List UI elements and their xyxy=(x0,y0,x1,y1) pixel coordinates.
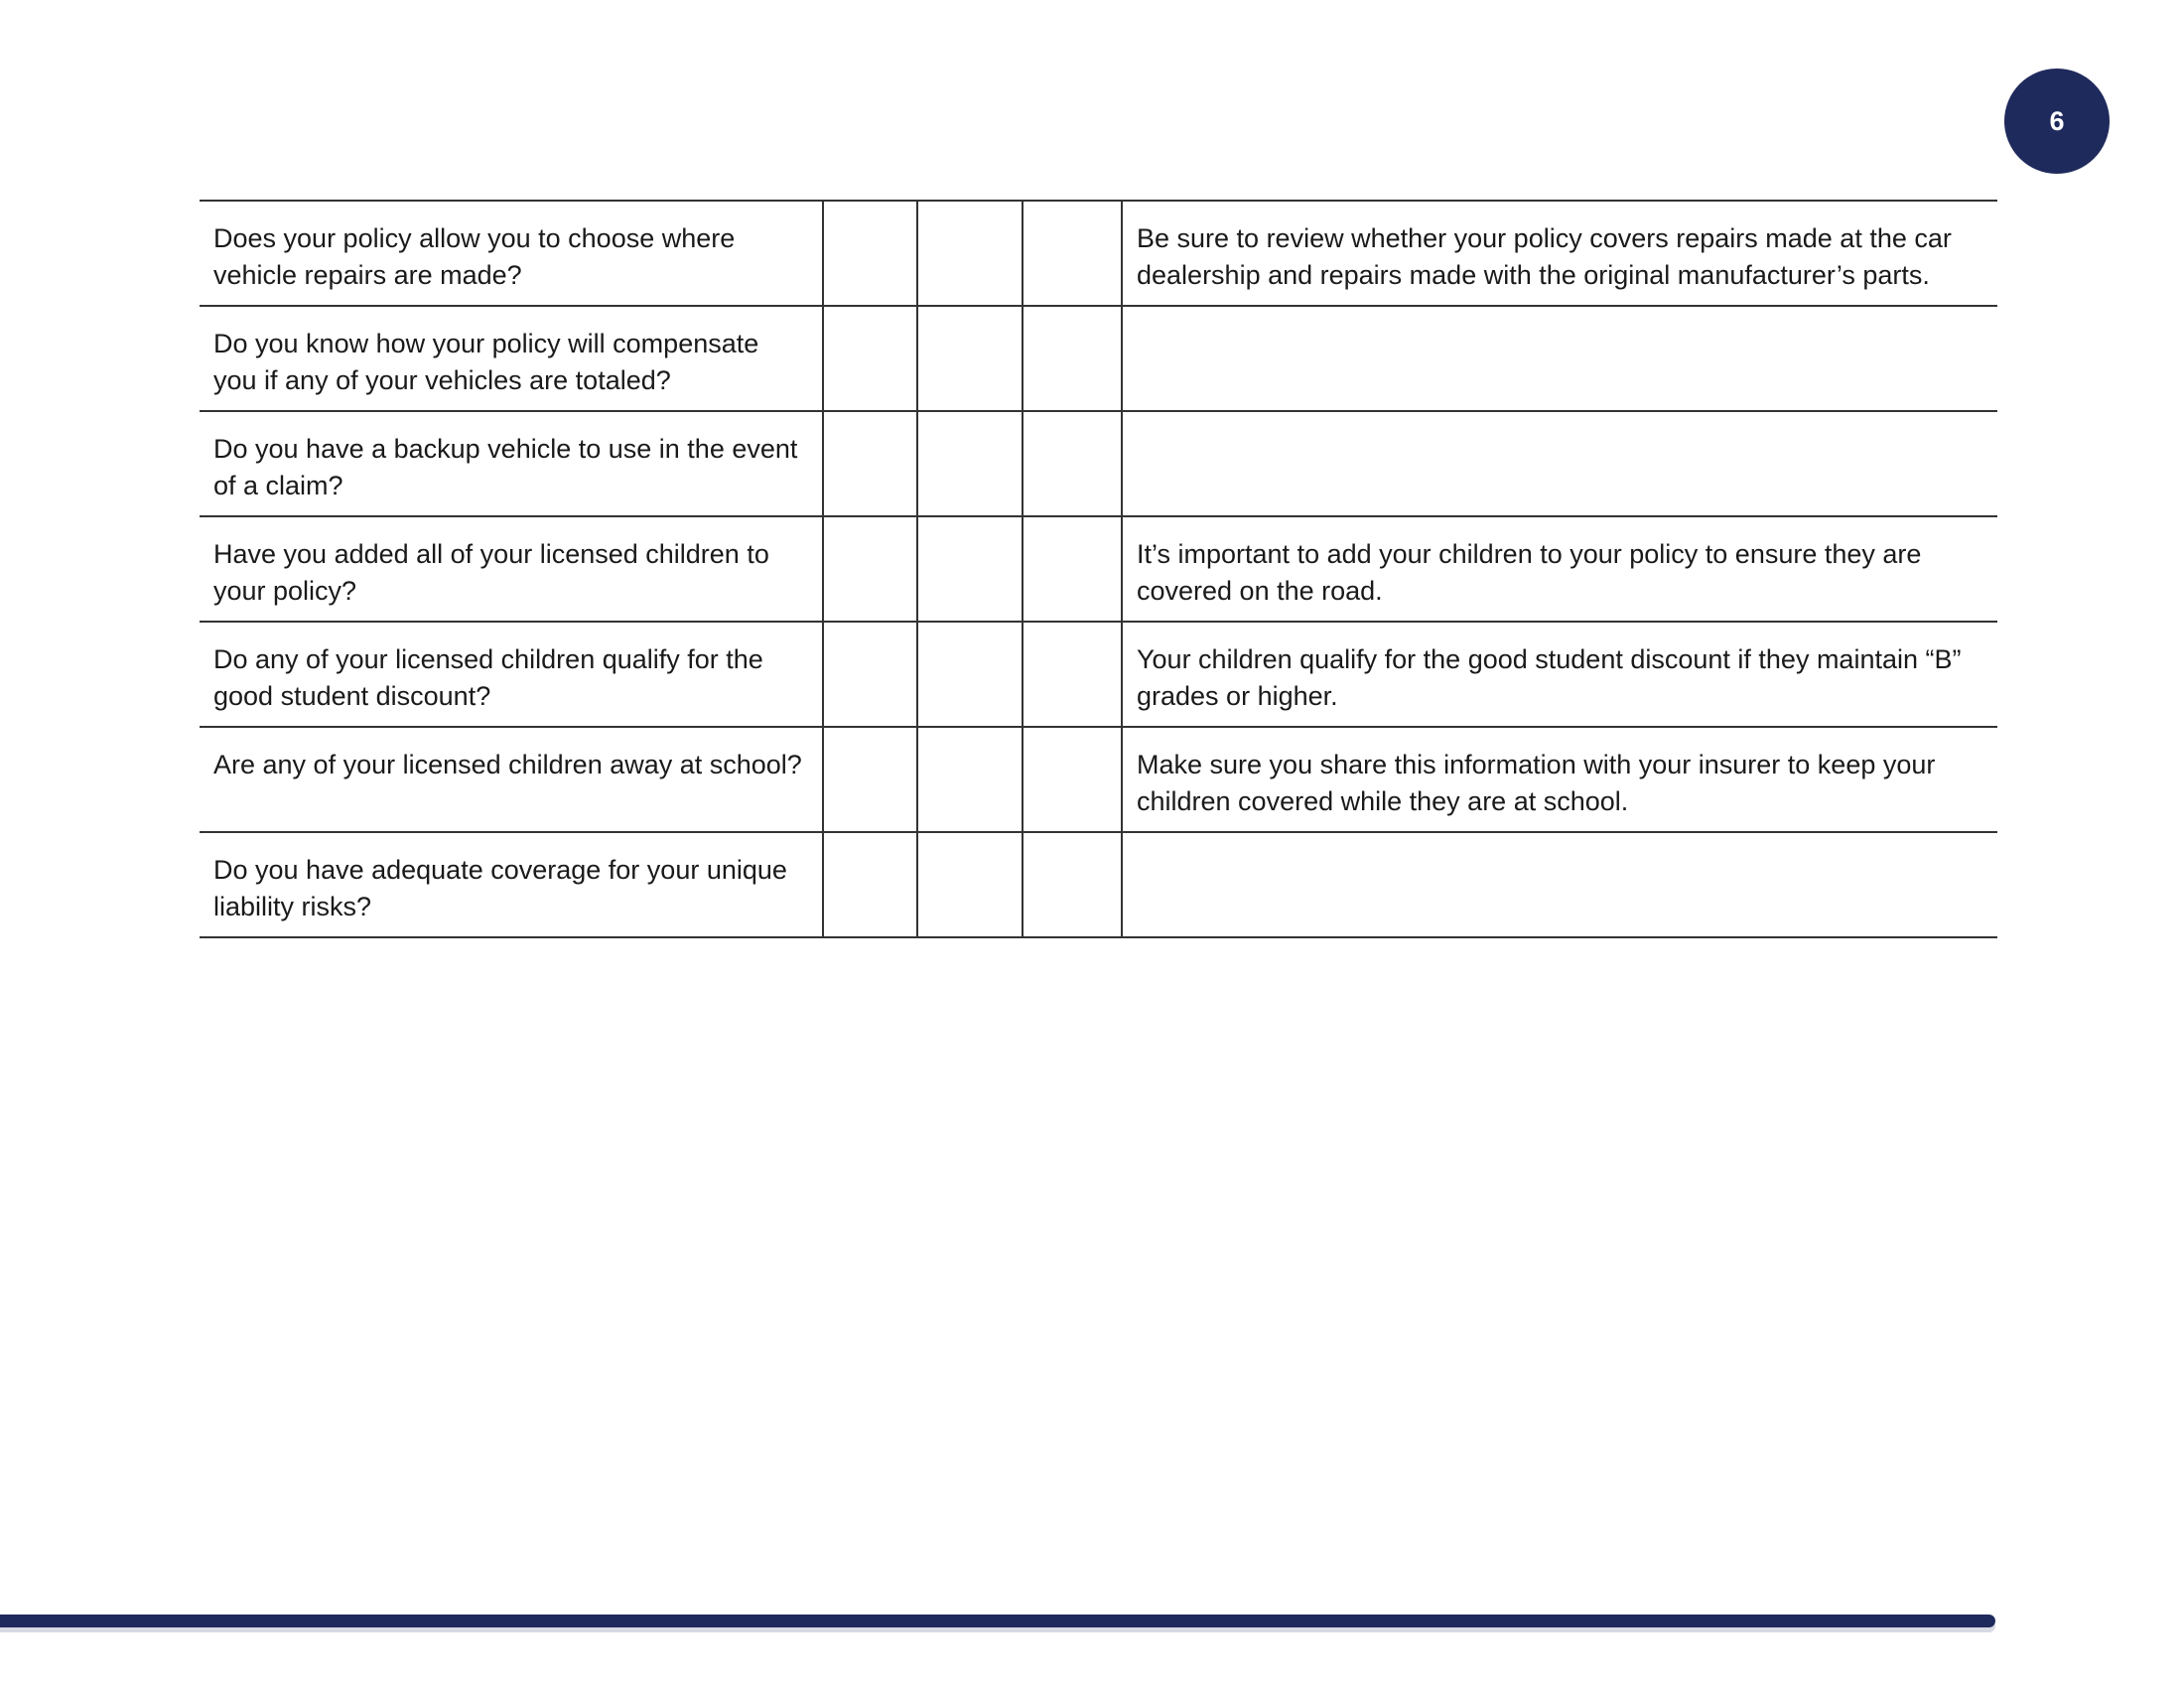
question-cell: Do you have a backup vehicle to use in the event of a claim? xyxy=(200,411,823,516)
question-cell: Do you know how your policy will compensate you if any of your vehicles are totaled? xyxy=(200,306,823,411)
note-cell xyxy=(1122,832,1997,937)
check-cell-1[interactable] xyxy=(823,832,917,937)
table-row xyxy=(200,622,1997,727)
check-cell-2[interactable] xyxy=(917,622,1023,727)
check-cell-3[interactable] xyxy=(1023,516,1122,622)
check-cell-2[interactable] xyxy=(917,832,1023,937)
check-cell-3[interactable] xyxy=(1023,306,1122,411)
note-cell: It’s important to add your children to your policy to ensure they are covered on the road. xyxy=(1122,516,1997,622)
check-cell-1[interactable] xyxy=(823,516,917,622)
check-cell-2[interactable] xyxy=(917,201,1023,306)
table-row xyxy=(200,832,1997,937)
check-cell-2[interactable] xyxy=(917,306,1023,411)
table-row xyxy=(200,306,1997,411)
check-cell-3[interactable] xyxy=(1023,201,1122,306)
note-cell: Your children qualify for the good student discount if they maintain “B” grades or higher. xyxy=(1122,622,1997,727)
note-cell: Be sure to review whether your policy covers repairs made at the car dealership and repairs made with the original manufacturer’s parts. xyxy=(1122,201,1997,306)
check-cell-2[interactable] xyxy=(917,411,1023,516)
note-cell xyxy=(1122,306,1997,411)
page-number-badge xyxy=(2004,69,2110,174)
check-cell-1[interactable] xyxy=(823,411,917,516)
checklist-table xyxy=(200,200,1997,938)
check-cell-2[interactable] xyxy=(917,727,1023,832)
check-cell-3[interactable] xyxy=(1023,832,1122,937)
question-cell: Have you added all of your licensed children to your policy? xyxy=(200,516,823,622)
question-cell: Does your policy allow you to choose where vehicle repairs are made? xyxy=(200,201,823,306)
question-cell: Do any of your licensed children qualify for the good student discount? xyxy=(200,622,823,727)
check-cell-1[interactable] xyxy=(823,622,917,727)
table-row xyxy=(200,411,1997,516)
check-cell-2[interactable] xyxy=(917,516,1023,622)
question-cell: Are any of your licensed children away at school? xyxy=(200,727,823,832)
check-cell-3[interactable] xyxy=(1023,411,1122,516)
note-cell xyxy=(1122,411,1997,516)
check-cell-1[interactable] xyxy=(823,727,917,832)
check-cell-3[interactable] xyxy=(1023,622,1122,727)
page-number: 6 xyxy=(2049,105,2065,136)
table-row xyxy=(200,201,1997,306)
question-cell: Do you have adequate coverage for your unique liability risks? xyxy=(200,832,823,937)
note-cell: Make sure you share this information with your insurer to keep your children covered while they are at school. xyxy=(1122,727,1997,832)
table-row xyxy=(200,727,1997,832)
check-cell-1[interactable] xyxy=(823,306,917,411)
check-cell-3[interactable] xyxy=(1023,727,1122,832)
check-cell-1[interactable] xyxy=(823,201,917,306)
footer-accent-bar xyxy=(0,1615,1995,1627)
table-row xyxy=(200,516,1997,622)
